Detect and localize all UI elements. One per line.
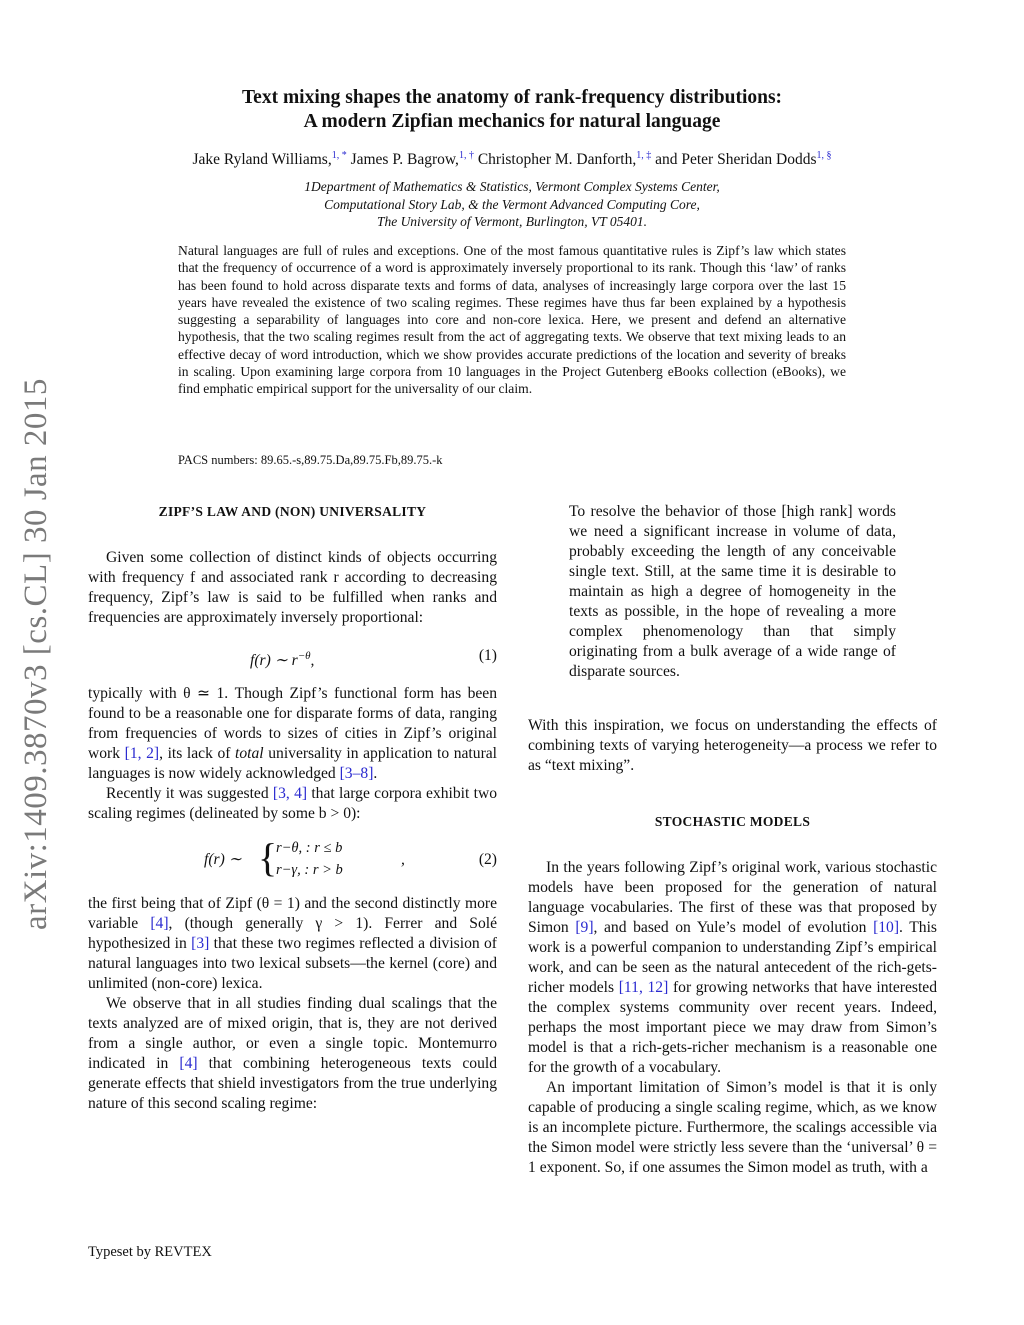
title-line-1: Text mixing shapes the anatomy of rank-frequency distributions: (241, 87, 783, 108)
text-span: , and based on Yule’s model of evolution (593, 919, 874, 936)
text-span: typically with θ ≃ 1. Though Zipf’s functional form has been found to be a reasonable one for disparate forms of data, ranging from frequencies of words to sizes of cities in Zipf’s original work (88, 685, 497, 762)
equation-2 (88, 832, 497, 890)
equation-1-number: (1) (478, 647, 497, 664)
text-span: , (though generally γ > 1). Ferrer and Solé hypothesized in (88, 915, 497, 952)
right-column (528, 716, 937, 1178)
text-span: . This work is a powerful companion to understanding Zipf’s empirical work, and can be seen as the natural antecedent of the rich-gets-richer models (528, 919, 937, 996)
text-span: for growing networks that have interested the complex systems community over recent years. Indeed, perhaps the most important piece we may draw from Simon’s model is that a rich-gets-richer mechanism is a reasonable one for the growth of a vocabulary. (528, 979, 938, 1076)
affiliation-line-2: Computational Story Lab, & the Vermont Advanced Computing Core, (324, 196, 700, 212)
affiliation-line-1: 1Department of Mathematics & Statistics, Vermont Complex Systems Center, (304, 179, 720, 194)
text-span: that combining heterogeneous texts could generate effects that shield investigators from the true underlying nature of this second scaling regime: (88, 1055, 498, 1112)
affiliation (150, 178, 874, 231)
text-span: In the years following Zipf’s original work, various stochastic models have been proposed for the generation of natural language vocabularies. The first of these was that proposed by Simon (528, 859, 937, 936)
author-3-footnote[interactable]: 1, ‡ (636, 150, 652, 161)
pacs-numbers: PACS numbers: 89.65.-s,89.75.Da,89.75.Fb,89.75.-k (178, 453, 443, 467)
paragraph (88, 994, 497, 1114)
text-span: the first being that of Zipf (θ = 1) and the second distinctly more variable (88, 895, 497, 932)
text-span: We observe that in all studies finding dual scalings that the texts analyzed are of mixed origin, that is, they are not derived from a single author, or even a single topic. Montemurro indicated in (88, 995, 497, 1072)
emphasis: total (235, 745, 264, 762)
footer-typeset: Typeset by REVTEX (88, 1244, 212, 1260)
equation-1-comma: , (310, 652, 315, 670)
paragraph (528, 858, 937, 1078)
text-span: , its lack of (159, 745, 236, 762)
author-3: Christopher M. Danforth, (477, 151, 637, 169)
author-4-footnote[interactable]: 1, § (816, 150, 832, 161)
author-2-footnote[interactable]: 1, † (458, 150, 474, 161)
citation-link[interactable]: [3, 4] (272, 785, 308, 802)
section-heading-stochastic: STOCHASTIC MODELS (654, 814, 811, 829)
author-2: James P. Bagrow, (350, 151, 459, 169)
citation-link[interactable]: [11, 12] (618, 979, 669, 996)
citation-link[interactable]: [4] (179, 1055, 198, 1072)
equation-2-case-1: r−θ, : r ≤ b (276, 840, 343, 856)
paragraph (88, 784, 497, 824)
paragraph (88, 894, 497, 994)
section-heading-zipf: ZIPF’S LAW AND (NON) UNIVERSALITY (158, 504, 427, 519)
equation-2-lhs: f(r) ∼ (204, 851, 242, 868)
affiliation-line-3: The University of Vermont, Burlington, VT 05401. (376, 214, 648, 229)
author-1-footnote[interactable]: 1, * (331, 150, 347, 161)
paragraph: Given some collection of distinct kinds of objects occurring with frequency f and associated rank r according to decreasing frequency, Zipf’s law is said to be fulfilled when ranks and frequencies are approximately inversely proportional: (88, 549, 497, 626)
paragraph (88, 684, 497, 784)
text-span: . (373, 765, 378, 782)
text-span: that these two regimes reflected a division of natural languages into two lexical subsets—the kernel (core) and unlimited (non-core) lexica. (88, 935, 497, 992)
author-4: and Peter Sheridan Dodds (655, 151, 817, 169)
brace-glyph: { (258, 835, 278, 880)
equation-2-case-2: r−γ, : r > b (276, 862, 343, 878)
arxiv-sidebar-stamp: arXiv:1409.3870v3 [cs.CL] 30 Jan 2015 (18, 378, 54, 930)
text-span: universality in application to natural languages is now widely acknowledged (88, 745, 498, 782)
title-line-2: A modern Zipfian mechanics for natural language (303, 111, 721, 132)
citation-link[interactable]: [3] (191, 935, 210, 952)
citation-link[interactable]: [10] (873, 919, 900, 936)
paragraph: An important limitation of Simon’s model is that it is only capable of producing a single scaling regime, which, as we know is an incomplete picture. Furthermore, the scalings accessible via the Simon model were strictly less severe than the ‘universal’ θ = 1 exponent. So, if one assumes the Simon model as truth, with a (528, 1079, 937, 1176)
equation-2-comma: , (401, 851, 405, 868)
text-span: Recently it was suggested (106, 785, 273, 802)
equation-1 (88, 640, 497, 680)
equation-1-body: f(r) ∼ r (250, 652, 298, 670)
paper-title (120, 86, 904, 134)
author-list (90, 150, 934, 169)
citation-link[interactable]: [9] (575, 919, 594, 936)
equation-1-exponent: −θ (297, 650, 311, 662)
left-column (88, 502, 497, 1114)
citation-link[interactable]: [1, 2] (124, 745, 160, 762)
author-1: Jake Ryland Williams, (192, 151, 332, 169)
citation-link[interactable]: [4] (150, 915, 169, 932)
equation-2-number: (2) (478, 851, 497, 868)
citation-link[interactable]: [3–8] (339, 765, 374, 782)
text-span: that large corpora exhibit two scaling regimes (delineated by some b > 0): (88, 785, 498, 822)
block-quote: To resolve the behavior of those [high rank] words we need a significant increase in volume of data, probably exceeding the length of any conceivable single text. Still, at the same time it is desirable to maintain as high a degree of homogeneity in the texts as possible, in the hope of revealing a more complex phenomenology than that simply originating from a bulk average of a wide range of disparate sources. (569, 503, 896, 680)
paragraph: With this inspiration, we focus on understanding the effects of combining texts of varying heterogeneity—a process we refer to as “text mixing”. (528, 717, 937, 774)
abstract: Natural languages are full of rules and exceptions. One of the most famous quantitative rules is Zipf’s law which states that the frequency of occurrence of a word is approximately inversely proportional to its rank. Though this ‘law’ of ranks has been found to hold across disparate texts and forms of data, analyses of increasingly large corpora over the last 15 years have revealed the existence of two scaling regimes. These regimes have thus far been explained by a hypothesis suggesting a separability of languages into core and non-core lexica. Here, we present and defend an alternative hypothesis, that the two scaling regimes result from the act of aggregating texts. We observe that text mixing leads to an effective decay of word introduction, which we show provides accurate predictions of the location and severity of breaks in scaling. Upon examining large corpora from 10 languages in the Project Gutenberg eBooks collection (eBooks), we find emphatic empirical support for the universality of our claim. (178, 243, 846, 397)
